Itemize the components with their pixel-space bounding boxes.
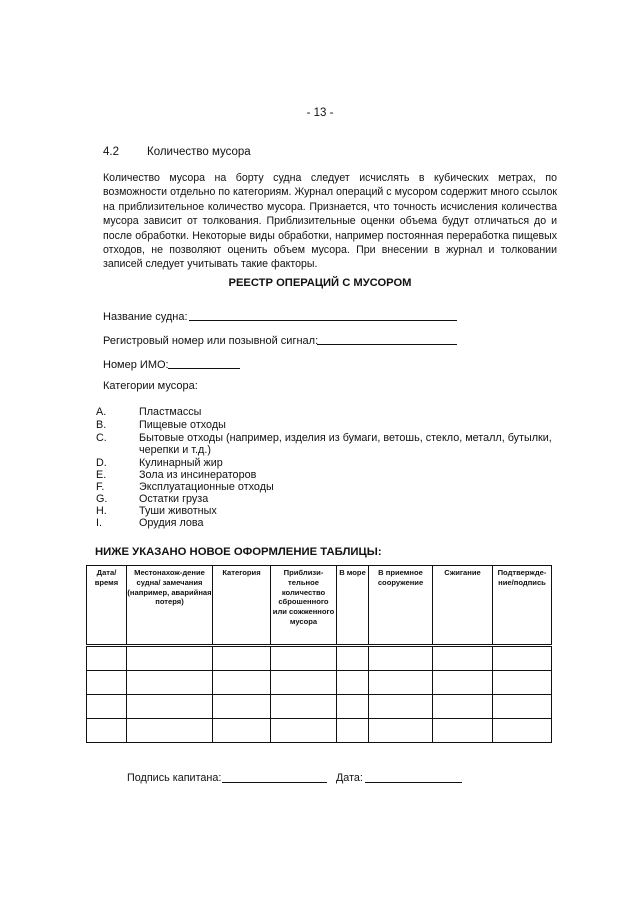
section-title: Количество мусора [147,146,251,158]
category-text: Бытовые отходы (например, изделия из бумаги, ветошь, стекло, металл, бутылки, [139,432,552,444]
table-cell[interactable] [493,646,552,671]
date-label: Дата: [336,772,363,784]
table-cell[interactable] [433,671,493,695]
table-cell[interactable] [87,719,127,743]
column-header: Приблизи-тельное количество сброшенного или сожженного мусора [271,566,337,646]
section-number: 4.2 [103,146,119,158]
captain-signature-label: Подпись капитана: [127,772,222,784]
table-cell[interactable] [213,646,271,671]
category-letter: F. [96,481,105,493]
category-text-continued: черепки и т.д.) [139,444,211,456]
table-header-row [87,566,552,646]
imo-label: Номер ИМО: [103,359,169,371]
reg-number-field[interactable] [317,344,457,345]
category-letter: H. [96,505,107,517]
page-number: - 13 - [306,107,334,119]
table-row [87,671,552,695]
category-text: Эксплуатационные отходы [139,481,274,493]
table-cell[interactable] [213,695,271,719]
table-cell[interactable] [271,719,337,743]
reg-number-label: Регистровый номер или позывной сигнал: [103,335,319,347]
table-cell[interactable] [433,646,493,671]
ship-name-field[interactable] [189,320,457,321]
column-header: Категория [213,566,271,646]
date-field[interactable] [365,782,462,783]
column-header: Дата/ время [87,566,127,646]
column-header: В приемное сооружение [369,566,433,646]
table-cell[interactable] [337,671,369,695]
category-text: Зола из инсинераторов [139,469,257,481]
column-header: Подтвержде-ние/подпись [493,566,552,646]
table-cell[interactable] [127,671,213,695]
category-text: Пищевые отходы [139,419,226,431]
category-letter: A. [96,406,107,418]
table-cell[interactable] [433,695,493,719]
table-cell[interactable] [337,646,369,671]
category-letter: I. [96,517,102,529]
imo-field[interactable] [168,368,240,369]
category-letter: C. [96,432,107,444]
table-cell[interactable] [127,695,213,719]
table-cell[interactable] [213,671,271,695]
category-letter: B. [96,419,107,431]
table-row [87,719,552,743]
table-row [87,646,552,671]
register-title: РЕЕСТР ОПЕРАЦИЙ С МУСОРОМ [228,277,412,289]
column-header: В море [337,566,369,646]
table-cell[interactable] [337,695,369,719]
table-cell[interactable] [369,695,433,719]
section-paragraph: Количество мусора на борту судна следует исчислять в кубических метрах, по возможности отдельно по категориям. Журнал операций с мусором содержит много ссылок на приблизительное количество мусора. Признается, что точность исчисления количества мусора зависит от толкования. Приблизительные оценки объема будут отличаться до и после обработки. Некоторые виды обработки, например постоянная переработка пищевых отходов, не позволяют оценить объем мусора. При внесении в журнал и толковании записей следует учитывать такие факторы. [103,172,557,271]
table-title: НИЖЕ УКАЗАНО НОВОЕ ОФОРМЛЕНИЕ ТАБЛИЦЫ: [95,546,382,558]
column-header: Сжигание [433,566,493,646]
table-cell[interactable] [493,671,552,695]
category-text: Туши животных [139,505,217,517]
category-text: Остатки груза [139,493,209,505]
table-cell[interactable] [493,695,552,719]
table-cell[interactable] [369,719,433,743]
table-cell[interactable] [337,719,369,743]
category-letter: E. [96,469,107,481]
category-text: Кулинарный жир [139,457,223,469]
ship-name-label: Название судна: [103,311,188,323]
table-cell[interactable] [433,719,493,743]
table-cell[interactable] [271,671,337,695]
table-cell[interactable] [87,646,127,671]
table-cell[interactable] [87,671,127,695]
table-cell[interactable] [493,719,552,743]
category-text: Пластмассы [139,406,202,418]
table-cell[interactable] [87,695,127,719]
table-cell[interactable] [127,719,213,743]
table-cell[interactable] [271,695,337,719]
table-cell[interactable] [369,671,433,695]
category-text: Орудия лова [139,517,204,529]
table-cell[interactable] [213,719,271,743]
garbage-record-table [86,565,552,743]
category-letter: D. [96,457,107,469]
captain-signature-field[interactable] [222,782,327,783]
column-header: Местонахож-дение судна/ замечания (например, аварийная потеря) [127,566,213,646]
categories-label: Категории мусора: [103,380,198,392]
table-row [87,695,552,719]
table-cell[interactable] [271,646,337,671]
category-letter: G. [96,493,108,505]
table-cell[interactable] [127,646,213,671]
table-cell[interactable] [369,646,433,671]
